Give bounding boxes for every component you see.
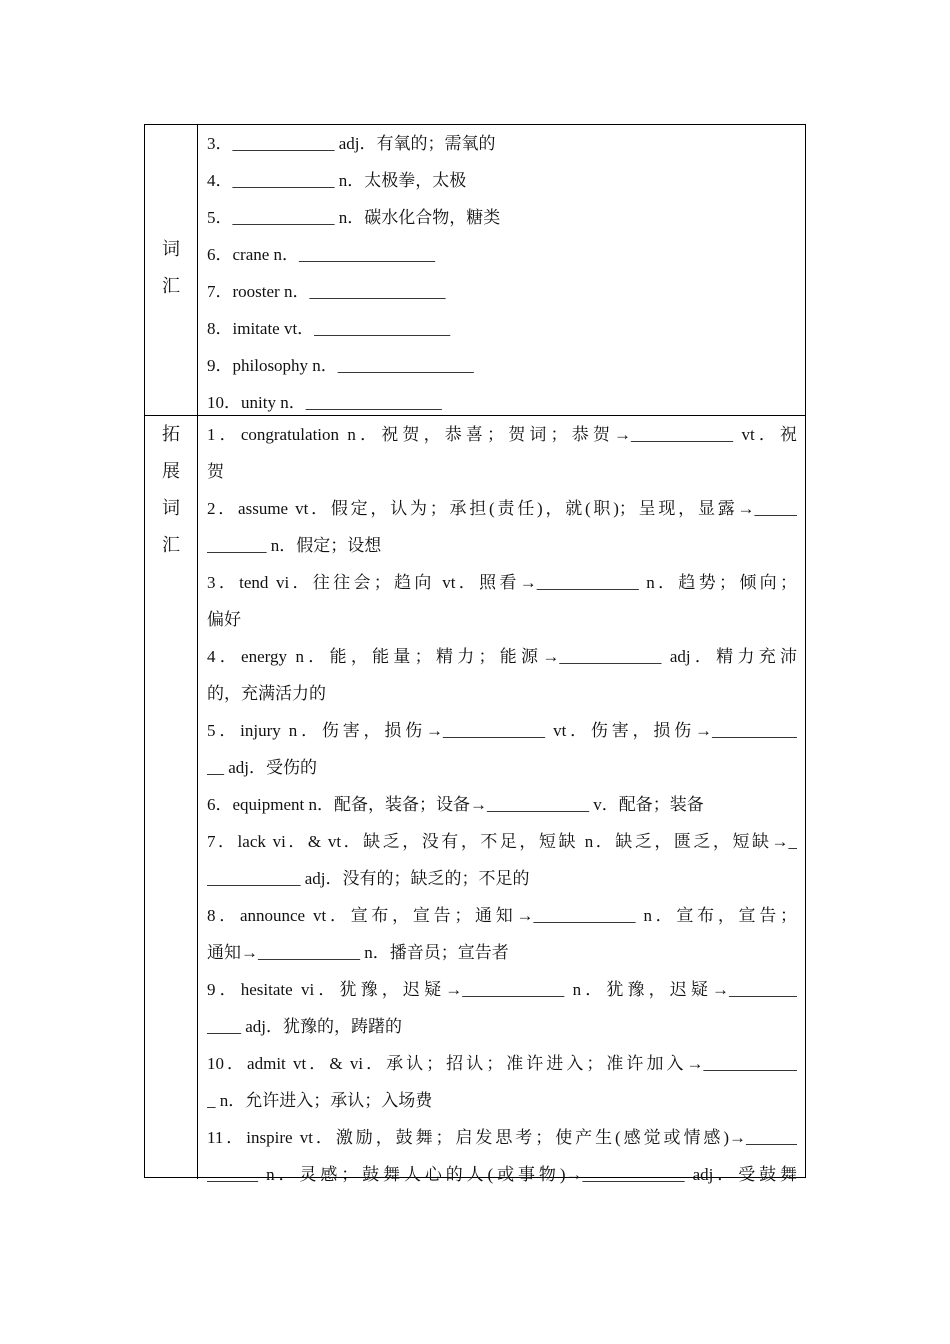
extended-vocabulary-row: [145, 416, 805, 1184]
vocabulary-table: [144, 124, 806, 1184]
vocab-line: 10．unity n．________________: [207, 393, 442, 412]
vocab-line: 6．crane n．________________: [207, 245, 436, 264]
label-char: 词: [162, 239, 180, 259]
vocab-line: 1．congratulation n．祝贺，恭喜；贺词；恭贺→____________ vt．祝: [207, 425, 797, 444]
vocab-line: 6．equipment n．配备，装备；设备→____________ v．配备；装备: [207, 795, 704, 814]
extended-vocabulary-content: [198, 416, 805, 1184]
vocab-line: 10．admit vt．& vi．承认；招认；准许进入；准许加入→___________: [207, 1054, 797, 1073]
vocab-line: 偏好: [207, 610, 241, 629]
vocab-line: ___________ adj．没有的；缺乏的；不足的: [207, 869, 530, 888]
vocab-line: 贺: [207, 462, 224, 481]
vocab-line: 5．____________ n．碳水化合物，糖类: [207, 208, 501, 227]
vocab-line: _ n．允许进入；承认；入场费: [207, 1091, 433, 1110]
basic-vocabulary-content: [198, 125, 805, 415]
vocab-line: 通知→____________ n．播音员；宣告者: [207, 943, 509, 962]
label-char: 汇: [162, 276, 180, 296]
label-char: 汇: [162, 535, 180, 555]
label-char: 展: [162, 461, 180, 481]
label-char: 拓: [162, 424, 180, 444]
vocab-line: 3．tend vi．往往会；趋向 vt．照看→____________ n．趋势；倾向；: [207, 573, 797, 592]
vocab-line: 7．lack vi．& vt．缺乏，没有，不足，短缺 n．缺乏，匮乏，短缺→_: [207, 832, 797, 851]
vocab-line: __ adj．受伤的: [207, 758, 318, 777]
vocab-line: 9．philosophy n．________________: [207, 356, 474, 375]
vocab-line: ____ adj．犹豫的，踌躇的: [207, 1017, 403, 1036]
vocab-line: 4．____________ n．太极拳，太极: [207, 171, 467, 190]
vocab-line: ______ n．灵感；鼓舞人心的人(或事物)→____________ adj．受鼓舞: [207, 1165, 797, 1184]
basic-vocabulary-label: [145, 125, 198, 415]
label-char: 词: [162, 498, 180, 518]
extended-vocabulary-label: [145, 416, 198, 1179]
vocab-line: 4．energy n．能，能量；精力；能源→____________ adj．精力充沛: [207, 647, 797, 666]
vocab-line: 11．inspire vt．激励，鼓舞；启发思考；使产生(感觉或情感)→______: [207, 1128, 797, 1147]
vocab-line: 的，充满活力的: [207, 684, 326, 703]
basic-vocabulary-row: [145, 125, 805, 416]
vocab-line: 2．assume vt．假定，认为；承担(责任)，就(职)；呈现，显露→_____: [207, 499, 797, 518]
vocab-line: 5．injury n．伤害，损伤→____________ vt．伤害，损伤→__________: [207, 721, 797, 740]
vocab-line: 7．rooster n．________________: [207, 282, 446, 301]
vocab-line: _______ n．假定；设想: [207, 536, 382, 555]
vocab-line: 8．announce vt．宣布，宣告；通知→____________ n．宣布，宣告；: [207, 906, 797, 925]
vocab-line: 8．imitate vt．________________: [207, 319, 451, 338]
vocab-line: 3．____________ adj．有氧的；需氧的: [207, 134, 496, 153]
vocab-line: 9．hesitate vi．犹豫，迟疑→____________ n．犹豫，迟疑→________: [207, 980, 797, 999]
